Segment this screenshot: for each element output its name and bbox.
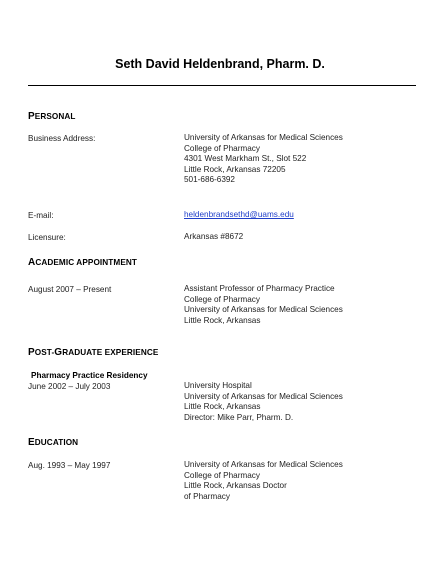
- email-label: E-mail:: [28, 211, 54, 220]
- business-address-label: Business Address:: [28, 134, 96, 143]
- education-block: [184, 460, 343, 502]
- email-link[interactable]: heldenbrandsethd@uams.edu: [184, 210, 294, 219]
- academic-date: August 2007 – Present: [28, 285, 112, 294]
- heading-initial: P: [28, 111, 35, 122]
- licensure-value: Arkansas #8672: [184, 232, 244, 241]
- postgrad-line: University of Arkansas for Medical Sciences: [184, 391, 343, 401]
- heading-text: DUCATION: [34, 438, 79, 447]
- address-line: Little Rock, Arkansas 72205: [184, 164, 286, 174]
- email-block: [184, 210, 294, 221]
- section-heading-education: [28, 437, 78, 448]
- education-line: of Pharmacy: [184, 491, 230, 501]
- address-line: University of Arkansas for Medical Sciences: [184, 133, 343, 142]
- heading-text: RADUATE EXPERIENCE: [62, 348, 159, 357]
- section-heading-personal: [28, 111, 76, 122]
- heading-initial: G: [54, 347, 63, 358]
- address-line: 4301 West Markham St., Slot 522: [184, 154, 307, 164]
- heading-initial: A: [28, 257, 36, 268]
- title-divider: [28, 85, 416, 86]
- academic-line: University of Arkansas for Medical Sciences: [184, 305, 343, 315]
- licensure-block: [184, 232, 243, 243]
- education-line: University of Arkansas for Medical Sciences: [184, 460, 343, 469]
- heading-initial: P: [28, 347, 35, 358]
- academic-line: Little Rock, Arkansas: [184, 315, 261, 325]
- heading-text: OST-: [34, 348, 55, 357]
- business-address-block: [184, 133, 343, 186]
- heading-text: CADEMIC APPOINTMENT: [35, 258, 137, 267]
- resume-title: Seth David Heldenbrand, Pharm. D.: [115, 57, 325, 71]
- postgrad-date: June 2002 – July 2003: [28, 382, 111, 391]
- postgrad-line: Director: Mike Parr, Pharm. D.: [184, 412, 294, 422]
- section-heading-academic: [28, 257, 137, 268]
- address-line: College of Pharmacy: [184, 143, 260, 153]
- academic-block: [184, 284, 343, 326]
- residency-subheading: Pharmacy Practice Residency: [31, 371, 148, 380]
- postgrad-block: [184, 381, 343, 423]
- academic-line: College of Pharmacy: [184, 294, 260, 304]
- postgrad-line: Little Rock, Arkansas: [184, 402, 261, 412]
- address-line: 501-686-6392: [184, 175, 235, 185]
- education-line: College of Pharmacy: [184, 470, 260, 480]
- licensure-label: Licensure:: [28, 233, 66, 242]
- education-date: Aug. 1993 – May 1997: [28, 461, 111, 470]
- section-heading-postgrad: [28, 347, 158, 358]
- heading-text: ERSONAL: [34, 112, 76, 121]
- heading-initial: E: [28, 437, 35, 448]
- education-line: Little Rock, Arkansas Doctor: [184, 481, 287, 491]
- postgrad-line: University Hospital: [184, 381, 252, 390]
- academic-line: Assistant Professor of Pharmacy Practice: [184, 284, 335, 293]
